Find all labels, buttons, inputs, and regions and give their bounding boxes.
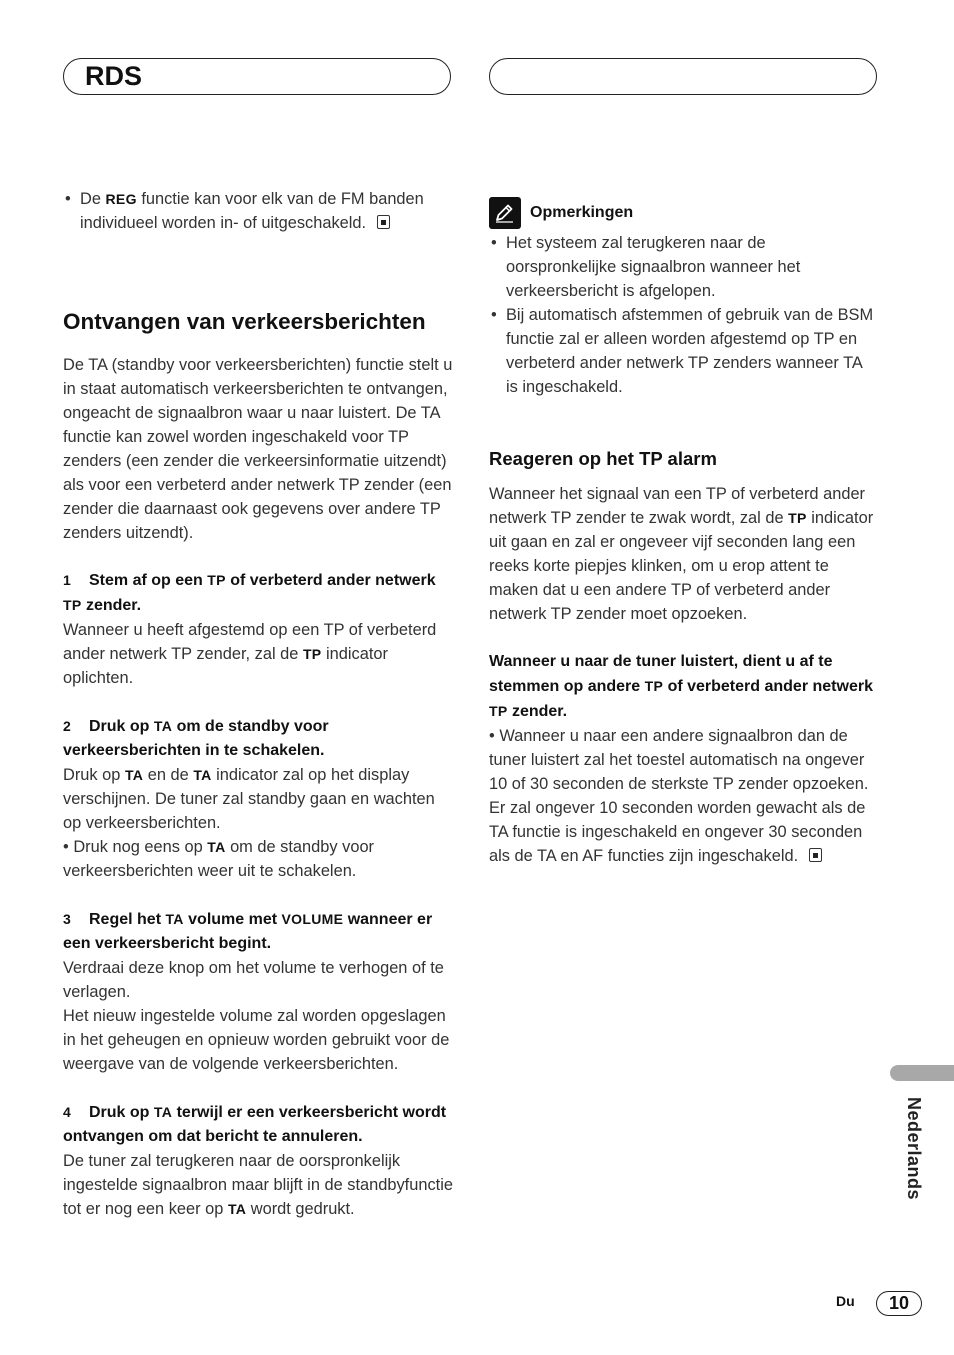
end-mark-icon: [809, 848, 822, 862]
step-number: 4: [63, 1104, 71, 1120]
step-4-body: [63, 1149, 455, 1221]
text: Stem af op een: [89, 572, 203, 589]
step-2-bullet: [63, 835, 455, 883]
tp-keyword: TP: [788, 510, 807, 526]
right-column: [489, 197, 874, 868]
text: Wanneer het signaal van een TP of verbeterd ander netwerk TP zender te zwak wordt, zal de: [489, 485, 866, 527]
bullet-mark: •: [489, 727, 495, 745]
section-heading: Ontvangen van verkeersberichten: [63, 309, 426, 334]
text: Wanneer u naar de tuner luistert, dient u af te stemmen op andere: [489, 653, 833, 695]
tp-alarm-heading: Reageren op het TP alarm: [489, 448, 717, 469]
step-2: [63, 714, 455, 883]
left-column: [63, 187, 455, 1221]
reg-keyword: REG: [105, 191, 137, 207]
text: Druk nog eens op: [73, 838, 203, 856]
side-tab-marker: [890, 1065, 954, 1081]
text: indicator uit gaan en zal er ongeveer vijf seconden lang een reeks korte piepjes klinken, om u erop attent te maken dat u een andere TP of verbeterd ander netwerk TP zender moet opzoeken.: [489, 509, 874, 623]
ta-keyword: TA: [153, 1104, 173, 1120]
step-number: 3: [63, 911, 71, 927]
text: Druk op: [63, 766, 121, 784]
tuner-instruction: [489, 650, 874, 724]
bullet-mark: •: [491, 306, 497, 324]
note-item: [489, 303, 874, 399]
end-mark-icon: [377, 215, 390, 229]
text: Druk op: [89, 1104, 150, 1121]
text: volume met: [188, 911, 278, 928]
ta-keyword: TA: [193, 767, 212, 783]
text: indicator oplichten.: [63, 645, 388, 687]
text: of verbeterd ander netwerk: [667, 678, 873, 695]
step-1-heading: [63, 568, 455, 618]
tp-alarm-paragraph: [489, 482, 874, 626]
text: De tuner zal terugkeren naar de oorspronkelijk ingestelde signaalbron maar blijft in de standbyfunctie tot er nog een keer op: [63, 1152, 453, 1218]
ta-keyword: TA: [153, 718, 173, 734]
step-number: 1: [63, 572, 71, 588]
notes-label: Opmerkingen: [530, 204, 634, 221]
step-3-heading: [63, 907, 455, 956]
side-language-label: Nederlands: [904, 1097, 924, 1201]
text: Wanneer u naar een andere signaalbron dan de tuner luistert zal het toestel automatisch na ongever 10 of 30 seconden de sterkste TP zender opzoeken. Er zal ongever 10 seconden worden gewacht als de TA functie is ingeschakeld en ongever 30 seconden als de TA en AF functies zijn ingeschakeld.: [489, 727, 869, 865]
step-number: 2: [63, 718, 71, 734]
tp-keyword: TP: [207, 572, 226, 588]
language-code: Du: [836, 1293, 855, 1309]
step-4-heading: [63, 1100, 455, 1149]
tp-keyword: TP: [644, 678, 664, 694]
intro-paragraph: De TA (standby voor verkeersberichten) functie stelt u in staat automatisch verkeersberichten te ontvangen, ongeacht de signaalbron waar u naar luistert. De TA functie kan zowel worden ingeschakeld voor TP zenders (een zender die verkeersinformatie uitzendt) als voor een verbeterd ander netwerk TP zender (een zender die daarnaast ook gegevens over andere TP zenders uitzendt).: [63, 356, 453, 542]
bullet-mark: •: [491, 234, 497, 252]
step-3-body-1: Verdraai deze knop om het volume te verhogen of te verlagen.: [63, 959, 444, 1001]
text: Druk op: [89, 718, 150, 735]
step-2-heading: [63, 714, 455, 763]
text: wanneer er een verkeersbericht begint.: [63, 911, 433, 952]
step-4: [63, 1100, 455, 1221]
step-1-body: [63, 618, 455, 690]
section-header-box: [63, 58, 451, 95]
text: Regel het: [89, 911, 162, 928]
text: om de standby voor verkeersberichten in te schakelen.: [63, 718, 329, 759]
step-3: [63, 907, 455, 1076]
text: en de: [147, 766, 189, 784]
text: Het systeem zal terugkeren naar de oorspronkelijke signaalbron wanneer het verkeersbericht is afgelopen.: [506, 234, 801, 300]
pencil-note-icon: [489, 197, 521, 229]
bullet-mark: •: [63, 838, 69, 856]
text: zender.: [511, 703, 568, 720]
tp-keyword: TP: [489, 703, 508, 719]
header-box-right: [489, 58, 877, 95]
tp-keyword: TP: [63, 597, 82, 613]
text: De: [80, 190, 101, 208]
ta-keyword: TA: [124, 767, 144, 783]
volume-keyword: VOLUME: [281, 911, 344, 927]
text: wordt gedrukt.: [250, 1200, 355, 1218]
text: functie kan voor elk van de FM banden individueel worden in- of uitgeschakeld.: [80, 190, 424, 232]
step-3-body-2: Het nieuw ingestelde volume zal worden opgeslagen in het geheugen en opnieuw worden gebruikt voor de weergave van de volgende verkeersberichten.: [63, 1007, 450, 1073]
text: om de standby voor verkeersberichten weer uit te schakelen.: [63, 838, 375, 880]
reg-bullet: [63, 187, 455, 235]
bullet-mark: •: [65, 190, 71, 208]
tp-keyword: TP: [302, 646, 322, 662]
text: of verbeterd ander netwerk: [230, 572, 436, 589]
page-number: 10: [876, 1291, 922, 1316]
ta-keyword: TA: [165, 911, 184, 927]
step-1: [63, 568, 455, 690]
text: zender.: [85, 597, 142, 614]
ta-keyword: TA: [227, 1201, 247, 1217]
step-2-body: [63, 763, 455, 835]
ta-keyword: TA: [207, 839, 226, 855]
text: Bij automatisch afstemmen of gebruik van de BSM functie zal er alleen worden afgestemd op TP en verbeterd ander netwerk TP zenders wanneer TA is ingeschakeld.: [506, 306, 874, 396]
notes-header: [489, 197, 874, 229]
note-item: [489, 231, 874, 303]
text: terwijl er een verkeersbericht wordt ontvangen om dat bericht te annuleren.: [63, 1104, 447, 1145]
text: indicator zal op het display verschijnen. De tuner zal standby gaan en wachten op verkeersberichten.: [63, 766, 435, 832]
text: Wanneer u heeft afgestemd op een TP of verbeterd ander netwerk TP zender, zal de: [63, 621, 437, 663]
section-title: RDS: [85, 61, 143, 91]
tuner-bullet: [489, 724, 874, 868]
